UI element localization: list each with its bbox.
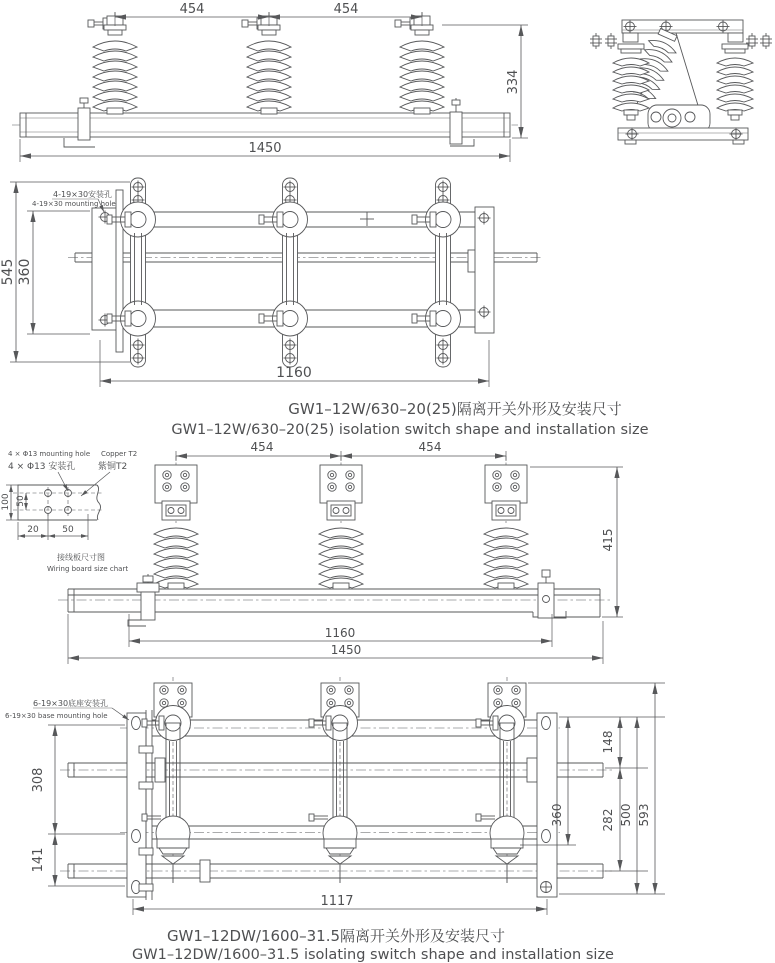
view-side-12w — [590, 20, 772, 144]
view-plan-12dw — [5, 677, 665, 915]
dim-360-plan: 360 — [17, 258, 33, 286]
caption-wiring-board-zh: 接线板尺寸图 — [57, 553, 105, 562]
label-mounting-hole-zh: 4-19×30安装孔 — [53, 190, 113, 199]
dim-454-dw-b: 454 — [418, 440, 442, 454]
dim-454-dw-a: 454 — [250, 440, 274, 454]
dim-1160-plan: 1160 — [276, 365, 312, 381]
dim-100: 100 — [1, 493, 11, 511]
caption-12dw-zh: GW1–12DW/1600–31.5隔离开关外形及安装尺寸 — [166, 927, 506, 945]
label-copper-en: Copper T2 — [101, 450, 138, 458]
dim-360-dw: 360 — [550, 803, 564, 827]
dim-20: 20 — [27, 525, 39, 535]
label-base-hole-zh: 6-19×30底座安装孔 — [33, 699, 109, 708]
view-front-elevation-12dw — [58, 440, 623, 664]
view-plan-12w — [0, 178, 543, 387]
view-front-elevation-12w — [12, 2, 528, 162]
dim-1117: 1117 — [320, 894, 354, 909]
dim-415: 415 — [601, 528, 615, 552]
dim-593: 593 — [637, 803, 651, 827]
dim-141: 141 — [31, 847, 46, 873]
dim-500: 500 — [619, 803, 633, 827]
dim-454-b: 454 — [333, 2, 359, 17]
dim-148: 148 — [601, 730, 615, 754]
label-phi13-en: 4 × Φ13 mounting hole — [8, 450, 91, 458]
dim-334: 334 — [506, 69, 521, 95]
dim-308: 308 — [31, 767, 46, 793]
dim-1160-dw: 1160 — [324, 626, 356, 640]
dim-50-horiz: 50 — [62, 525, 74, 535]
caption-wiring-board-en: Wiring board size chart — [47, 565, 129, 573]
detail-wiring-board — [1, 450, 137, 573]
label-mounting-hole-en: 4-19×30 mounting hole — [32, 200, 116, 208]
dim-1450-dw: 1450 — [330, 643, 362, 657]
label-phi13-zh: 4 × Φ13 安装孔 — [8, 462, 76, 472]
caption-12dw-en: GW1–12DW/1600–31.5 isolating switch shape and installation size — [132, 947, 614, 963]
dim-545: 545 — [0, 258, 16, 286]
dim-282: 282 — [601, 808, 615, 832]
label-base-hole-en: 6-19×30 base mounting hole — [5, 712, 108, 720]
dim-454-a: 454 — [179, 2, 205, 17]
dim-50-vert: 50 — [16, 495, 26, 507]
caption-12w-zh: GW1–12W/630–20(25)隔离开关外形及安装尺寸 — [288, 400, 622, 418]
label-copper-zh: 紫铜T2 — [98, 462, 128, 472]
dim-1450-top: 1450 — [248, 141, 282, 156]
caption-12w-en: GW1–12W/630–20(25) isolation switch shape and installation size — [171, 422, 649, 438]
